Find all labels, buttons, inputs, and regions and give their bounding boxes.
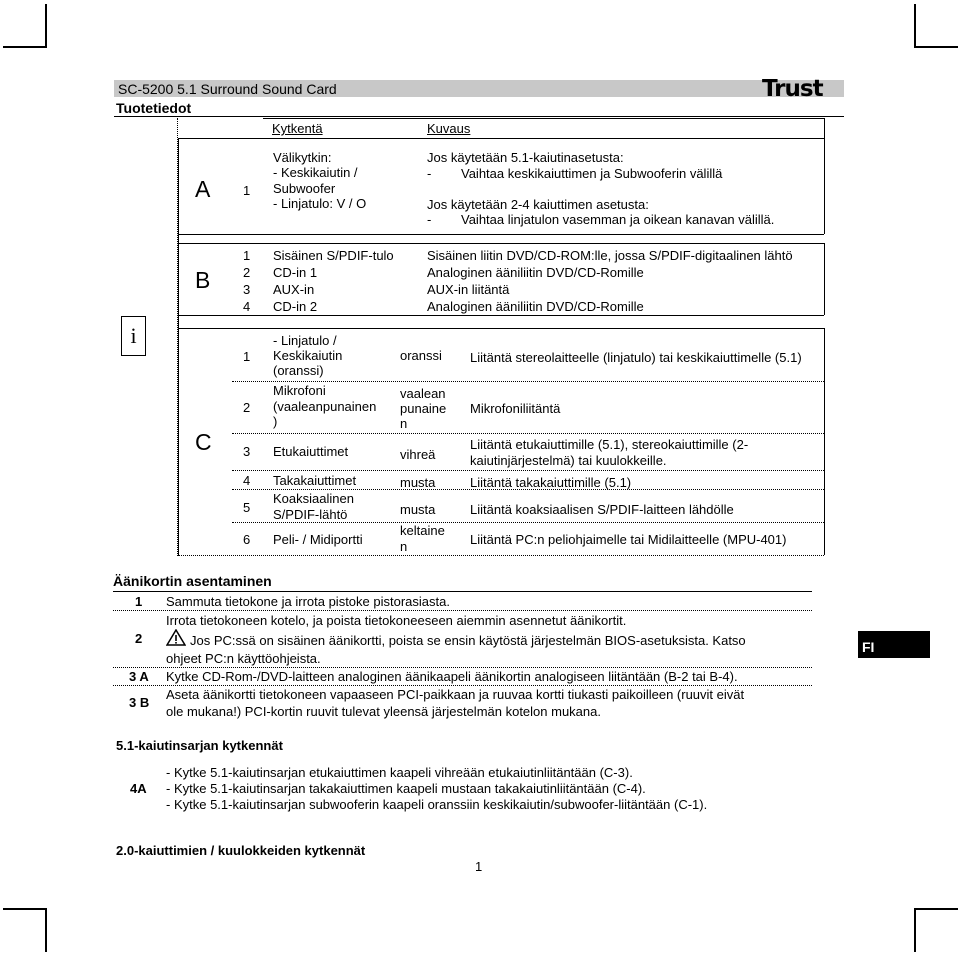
group-a-name: - Keskikaiutin / [273,165,358,180]
group-a-name: - Linjatulo: V / O [273,196,367,211]
group-b-name: AUX-in [273,282,315,297]
group-c-color: musta [400,502,436,517]
header-rule [114,116,844,117]
group-c-color: musta [400,475,436,490]
group-a-desc: Vaihtaa linjatulon vasemman ja oikean kanavan välillä. [461,212,775,227]
col-header-description: Kuvaus [427,121,471,136]
group-c-color: n [400,539,408,554]
trust-logo: Trust [762,76,823,102]
crop-mark [914,908,916,952]
group-c-name: ) [273,414,278,429]
group-a-dash: - [427,166,432,181]
group-c-name: (vaaleanpunainen [273,399,377,414]
install-step-text: Kytke CD-Rom-/DVD-laitteen analoginen äänikaapeli äänikortin analogiseen liitäntään (B-2 tai B-4). [166,669,738,684]
speakers-step-text: - Kytke 5.1-kaiutinsarjan etukaiuttimen kaapeli vihreään etukaiutinliitäntään (C-3). [166,765,633,780]
table-right-rule [824,118,825,138]
group-c-num: 1 [243,349,251,364]
group-c-name: S/PDIF-lähtö [273,507,348,522]
group-c-desc: kaiutinjärjestelmä) tai kuulokkeille. [470,453,667,468]
group-c-desc: Liitäntä etukaiuttimille (5.1), stereokaiuttimille (2- [470,437,749,452]
group-c-color: keltaine [400,523,445,538]
table-right-rule [824,328,825,555]
group-c-desc: Liitäntä takakaiuttimille (5.1) [470,475,632,490]
table-rule [178,315,824,316]
install-step-text: ohjeet PC:n käyttöohjeista. [166,651,321,666]
table-row-rule [232,470,824,471]
install-row-rule [113,685,812,686]
crop-mark [45,4,47,48]
speakers-step-text: - Kytke 5.1-kaiutinsarjan subwooferin kaapeli oranssiin keskikaiutin/subwoofer-liitäntään (C-1). [166,797,708,812]
group-a-dash: - [427,212,432,227]
group-b-num: 2 [243,265,251,280]
group-c-desc: Mikrofoniliitäntä [470,401,561,416]
group-c-color: vihreä [400,447,436,462]
group-letter-a: A [195,176,211,202]
table-row-rule [232,381,824,382]
group-letter-c: C [195,429,212,455]
group-c-desc: Liitäntä PC:n peliohjaimelle tai Midilaitteelle (MPU-401) [470,532,787,547]
group-c-num: 3 [243,444,251,459]
group-b-name: CD-in 1 [273,265,318,280]
group-c-num: 2 [243,400,251,415]
crop-mark [914,908,958,910]
group-c-name: (oranssi) [273,363,324,378]
install-step-text: Jos PC:ssä on sisäinen äänikortti, poista se ensin käytöstä järjestelmän BIOS-asetuksista. Katso [190,633,746,648]
group-b-num: 4 [243,299,251,314]
group-a-name: Välikytkin: [273,150,332,165]
group-c-name: Keskikaiutin [273,348,343,363]
group-b-num: 3 [243,282,251,297]
group-b-name: CD-in 2 [273,299,318,314]
group-c-name: Koaksiaalinen [273,491,354,506]
table-row-rule [232,522,824,523]
crop-mark [3,46,47,48]
table-rule [178,138,824,139]
group-c-num: 5 [243,500,251,515]
install-step-text: Irrota tietokoneen kotelo, ja poista tietokoneeseen aiemmin asennetut äänikortit. [166,613,627,628]
group-b-name: Sisäinen S/PDIF-tulo [273,248,394,263]
group-b-desc: Sisäinen liitin DVD/CD-ROM:lle, jossa S/PDIF-digitaalinen lähtö [427,248,793,263]
group-letter-b: B [195,267,211,293]
crop-mark [45,908,47,952]
table-right-rule [824,243,825,315]
language-tab: FI [858,631,930,658]
table-rule [178,243,824,244]
table-right-rule [824,138,825,234]
table-top-rule [263,118,825,119]
group-c-color: oranssi [400,348,442,363]
table-rule [178,328,824,329]
install-step-num: 2 [135,631,143,646]
group-b-desc: AUX-in liitäntä [427,282,510,297]
crop-mark [914,4,916,48]
col-header-connection: Kytkentä [272,121,323,136]
info-icon-glyph: i [130,323,137,348]
install-heading: Äänikortin asentaminen [113,573,272,589]
doc-title: SC-5200 5.1 Surround Sound Card [118,81,337,97]
install-step-num: 1 [135,594,143,609]
crop-mark [914,46,958,48]
group-a-name: Subwoofer [273,181,336,196]
speakers-step-text: - Kytke 5.1-kaiutinsarjan takakaiuttimen kaapeli mustaan takakaiutinliitäntään (C-4). [166,781,646,796]
page-number: 1 [475,859,483,874]
group-c-name: Mikrofoni [273,383,326,398]
group-b-desc: Analoginen ääniliitin DVD/CD-Romille [427,299,644,314]
install-step-num: 3 A [129,669,149,684]
group-c-name: Peli- / Midiportti [273,532,363,547]
install-row-rule [113,610,812,611]
group-b-num: 1 [243,248,251,263]
install-rule [113,591,812,592]
speakers-heading: 5.1-kaiutinsarjan kytkennät [116,738,283,753]
group-c-name: - Linjatulo / [273,333,337,348]
section-title: Tuotetiedot [116,100,192,116]
info-icon [121,316,146,356]
table-left-rule [178,138,179,555]
install-step-text: Sammuta tietokone ja irrota pistoke pistorasiasta. [166,594,450,609]
group-c-num: 4 [243,473,251,488]
table-bottom-rule [178,555,824,556]
group-c-color: vaalean [400,386,446,401]
install-step-text: Aseta äänikortti tietokoneen vapaaseen PCI-paikkaan ja ruuvaa kortti tiukasti paikoilleen (ruuvit eivät [166,687,745,702]
group-c-color: punaine [400,401,447,416]
group-b-desc: Analoginen ääniliitin DVD/CD-Romille [427,265,644,280]
group-c-desc: Liitäntä stereolaitteelle (linjatulo) tai keskikaiuttimelle (5.1) [470,350,802,365]
install-step-text: ole mukana!) PCI-kortin ruuvit tulevat yleensä järjestelmän kotelon mukana. [166,704,601,719]
group-a-desc: Vaihtaa keskikaiuttimen ja Subwooferin välillä [461,166,723,181]
install-row-rule [113,667,812,668]
headphones-heading: 2.0-kaiuttimien / kuulokkeiden kytkennät [116,843,366,858]
group-c-name: Etukaiuttimet [273,444,349,459]
group-a-desc: Jos käytetään 5.1-kaiutinasetusta: [427,150,624,165]
crop-mark [3,908,47,910]
warning-icon [166,629,186,646]
group-c-desc: Liitäntä koaksiaalisen S/PDIF-laitteen lähdölle [470,502,734,517]
speakers-step-num: 4A [130,781,147,796]
group-c-num: 6 [243,532,251,547]
install-step-num: 3 B [129,695,150,710]
group-c-name: Takakaiuttimet [273,473,357,488]
group-c-color: n [400,416,408,431]
group-a-num: 1 [243,183,251,198]
group-a-desc: Jos käytetään 2-4 kaiuttimen asetusta: [427,197,649,212]
table-rule [178,234,824,235]
table-row-rule [232,433,824,434]
